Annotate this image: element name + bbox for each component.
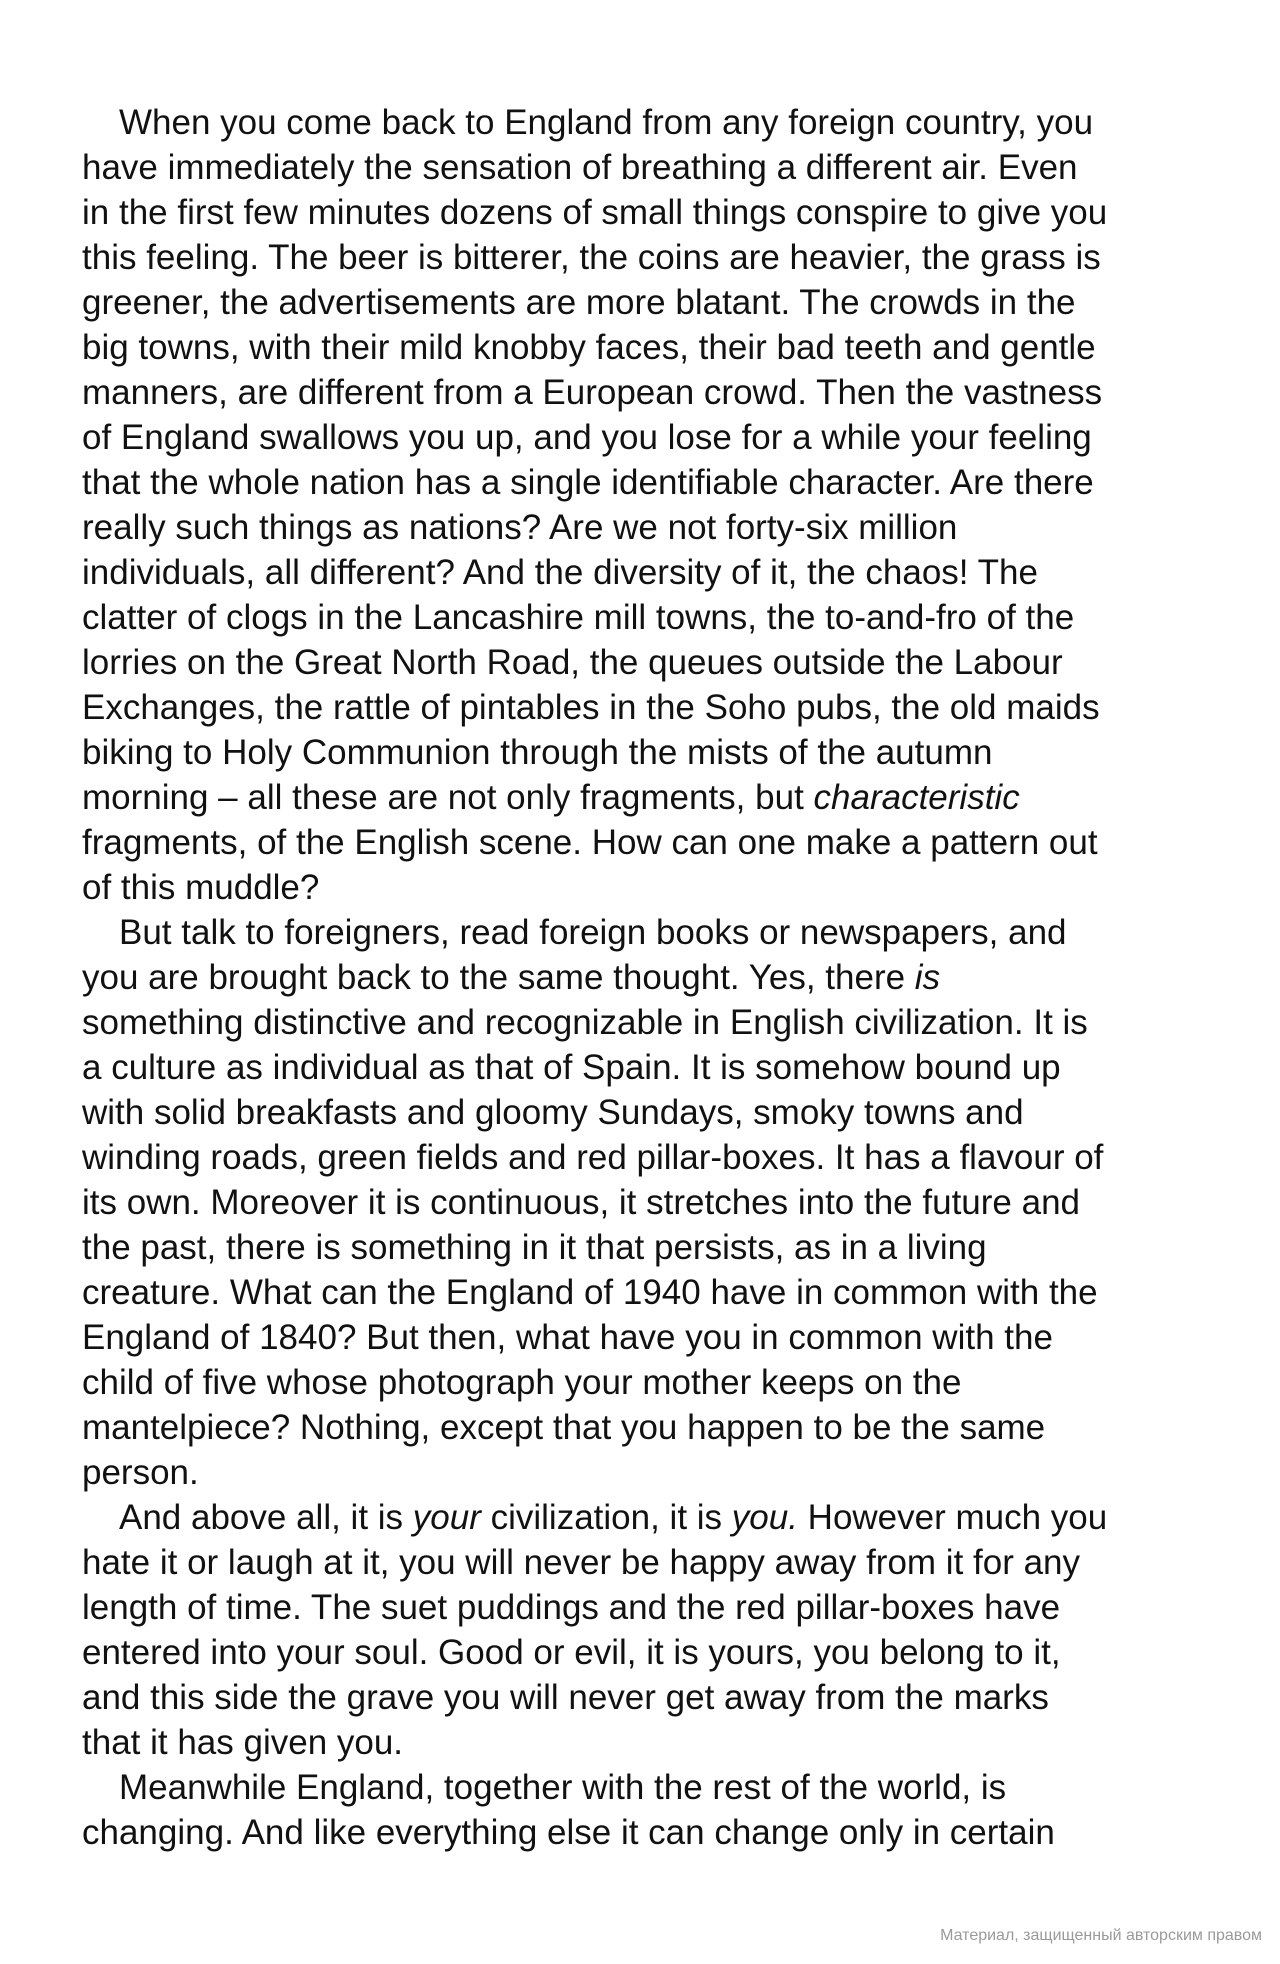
text-line [82, 1225, 1202, 1270]
italic-text: is [914, 958, 941, 997]
text-segment: biking to Holy Communion through the mists of the autumn [82, 733, 993, 772]
text-segment: with solid breakfasts and gloomy Sundays, smoky towns and [82, 1093, 1024, 1132]
text-segment: And above all, it is [119, 1498, 413, 1537]
text-segment: When you come back to England from any foreign country, you [119, 103, 1094, 142]
text-line [82, 1765, 1202, 1810]
text-line [82, 100, 1202, 145]
text-line [82, 1630, 1202, 1675]
text-line [82, 190, 1202, 235]
text-segment: you are brought back to the same thought. Yes, there [82, 958, 915, 997]
text-segment: the past, there is something in it that persists, as in a living [82, 1228, 987, 1267]
text-segment: changing. And like everything else it can change only in certain [82, 1813, 1055, 1852]
text-segment: a culture as individual as that of Spain. It is somehow bound up [82, 1048, 1061, 1087]
text-line [82, 1180, 1202, 1225]
text-segment: big towns, with their mild knobby faces, their bad teeth and gentle [82, 328, 1096, 367]
text-line [82, 505, 1202, 550]
text-segment: manners, are different from a European crowd. Then the vastness [82, 373, 1103, 412]
text-line [82, 955, 1202, 1000]
text-line [82, 595, 1202, 640]
paragraph [82, 1765, 1202, 1855]
text-line [82, 1135, 1202, 1180]
text-segment: length of time. The suet puddings and the red pillar-boxes have [82, 1588, 1061, 1627]
text-segment: hate it or laugh at it, you will never be happy away from it for any [82, 1543, 1081, 1582]
text-segment: that the whole nation has a single identifiable character. Are there [82, 463, 1094, 502]
text-segment: morning – all these are not only fragments, but [82, 778, 814, 817]
italic-text: your [412, 1498, 481, 1537]
text-segment: in the first few minutes dozens of small things conspire to give you [82, 193, 1108, 232]
text-line [82, 775, 1202, 820]
text-segment: child of five whose photograph your mother keeps on the [82, 1363, 962, 1402]
text-line [82, 550, 1202, 595]
text-segment: However much you [797, 1498, 1108, 1537]
text-segment: and this side the grave you will never get away from the marks [82, 1678, 1049, 1717]
text-segment: its own. Moreover it is continuous, it stretches into the future and [82, 1183, 1080, 1222]
text-segment: person. [82, 1453, 199, 1492]
text-segment: Exchanges, the rattle of pintables in the Soho pubs, the old maids [82, 688, 1100, 727]
text-segment: entered into your soul. Good or evil, it is yours, you belong to it, [82, 1633, 1061, 1672]
text-segment: Meanwhile England, together with the rest of the world, is [119, 1768, 1007, 1807]
text-line [82, 910, 1202, 955]
text-line [82, 235, 1202, 280]
text-line [82, 1405, 1202, 1450]
text-line [82, 370, 1202, 415]
text-line [82, 415, 1202, 460]
paragraph [82, 1495, 1202, 1765]
text-line [82, 1675, 1202, 1720]
text-segment: this feeling. The beer is bitterer, the coins are heavier, the grass is [82, 238, 1101, 277]
copyright-watermark: Материал, защищенный авторским правом [940, 1927, 1262, 1944]
text-line [82, 685, 1202, 730]
text-segment: of this muddle? [82, 868, 320, 907]
text-line [82, 1315, 1202, 1360]
text-segment: individuals, all different? And the diversity of it, the chaos! The [82, 553, 1038, 592]
paragraph [82, 100, 1202, 910]
text-line [82, 1810, 1202, 1855]
text-segment: greener, the advertisements are more blatant. The crowds in the [82, 283, 1076, 322]
text-segment: clatter of clogs in the Lancashire mill towns, the to-and-fro of the [82, 598, 1075, 637]
text-segment: England of 1840? But then, what have you in common with the [82, 1318, 1053, 1357]
essay-text [82, 100, 1202, 1855]
italic-text: characteristic [813, 778, 1020, 817]
text-line [82, 460, 1202, 505]
paragraph [82, 910, 1202, 1495]
text-line [82, 1045, 1202, 1090]
text-line [82, 865, 1202, 910]
text-segment: civilization, it is [480, 1498, 732, 1537]
text-line [82, 1585, 1202, 1630]
text-line [82, 1540, 1202, 1585]
text-segment: really such things as nations? Are we not forty-six million [82, 508, 958, 547]
text-segment: But talk to foreigners, read foreign books or newspapers, and [119, 913, 1067, 952]
text-line [82, 325, 1202, 370]
text-line [82, 1000, 1202, 1045]
text-segment: that it has given you. [82, 1723, 404, 1762]
text-line [82, 1495, 1202, 1540]
text-line [82, 1270, 1202, 1315]
text-segment: winding roads, green fields and red pillar-boxes. It has a flavour of [82, 1138, 1104, 1177]
text-line [82, 145, 1202, 190]
text-segment: lorries on the Great North Road, the queues outside the Labour [82, 643, 1063, 682]
text-segment: something distinctive and recognizable in English civilization. It is [82, 1003, 1088, 1042]
text-line [82, 1720, 1202, 1765]
text-segment: of England swallows you up, and you lose for a while your feeling [82, 418, 1092, 457]
text-line [82, 640, 1202, 685]
text-line [82, 820, 1202, 865]
text-line [82, 1450, 1202, 1495]
text-line [82, 1090, 1202, 1135]
text-line [82, 280, 1202, 325]
text-segment: have immediately the sensation of breathing a different air. Even [82, 148, 1078, 187]
text-segment: creature. What can the England of 1940 have in common with the [82, 1273, 1098, 1312]
text-segment: mantelpiece? Nothing, except that you happen to be the same [82, 1408, 1046, 1447]
text-segment: fragments, of the English scene. How can one make a pattern out [82, 823, 1098, 862]
text-line [82, 1360, 1202, 1405]
text-line [82, 730, 1202, 775]
italic-text: you. [731, 1498, 798, 1537]
